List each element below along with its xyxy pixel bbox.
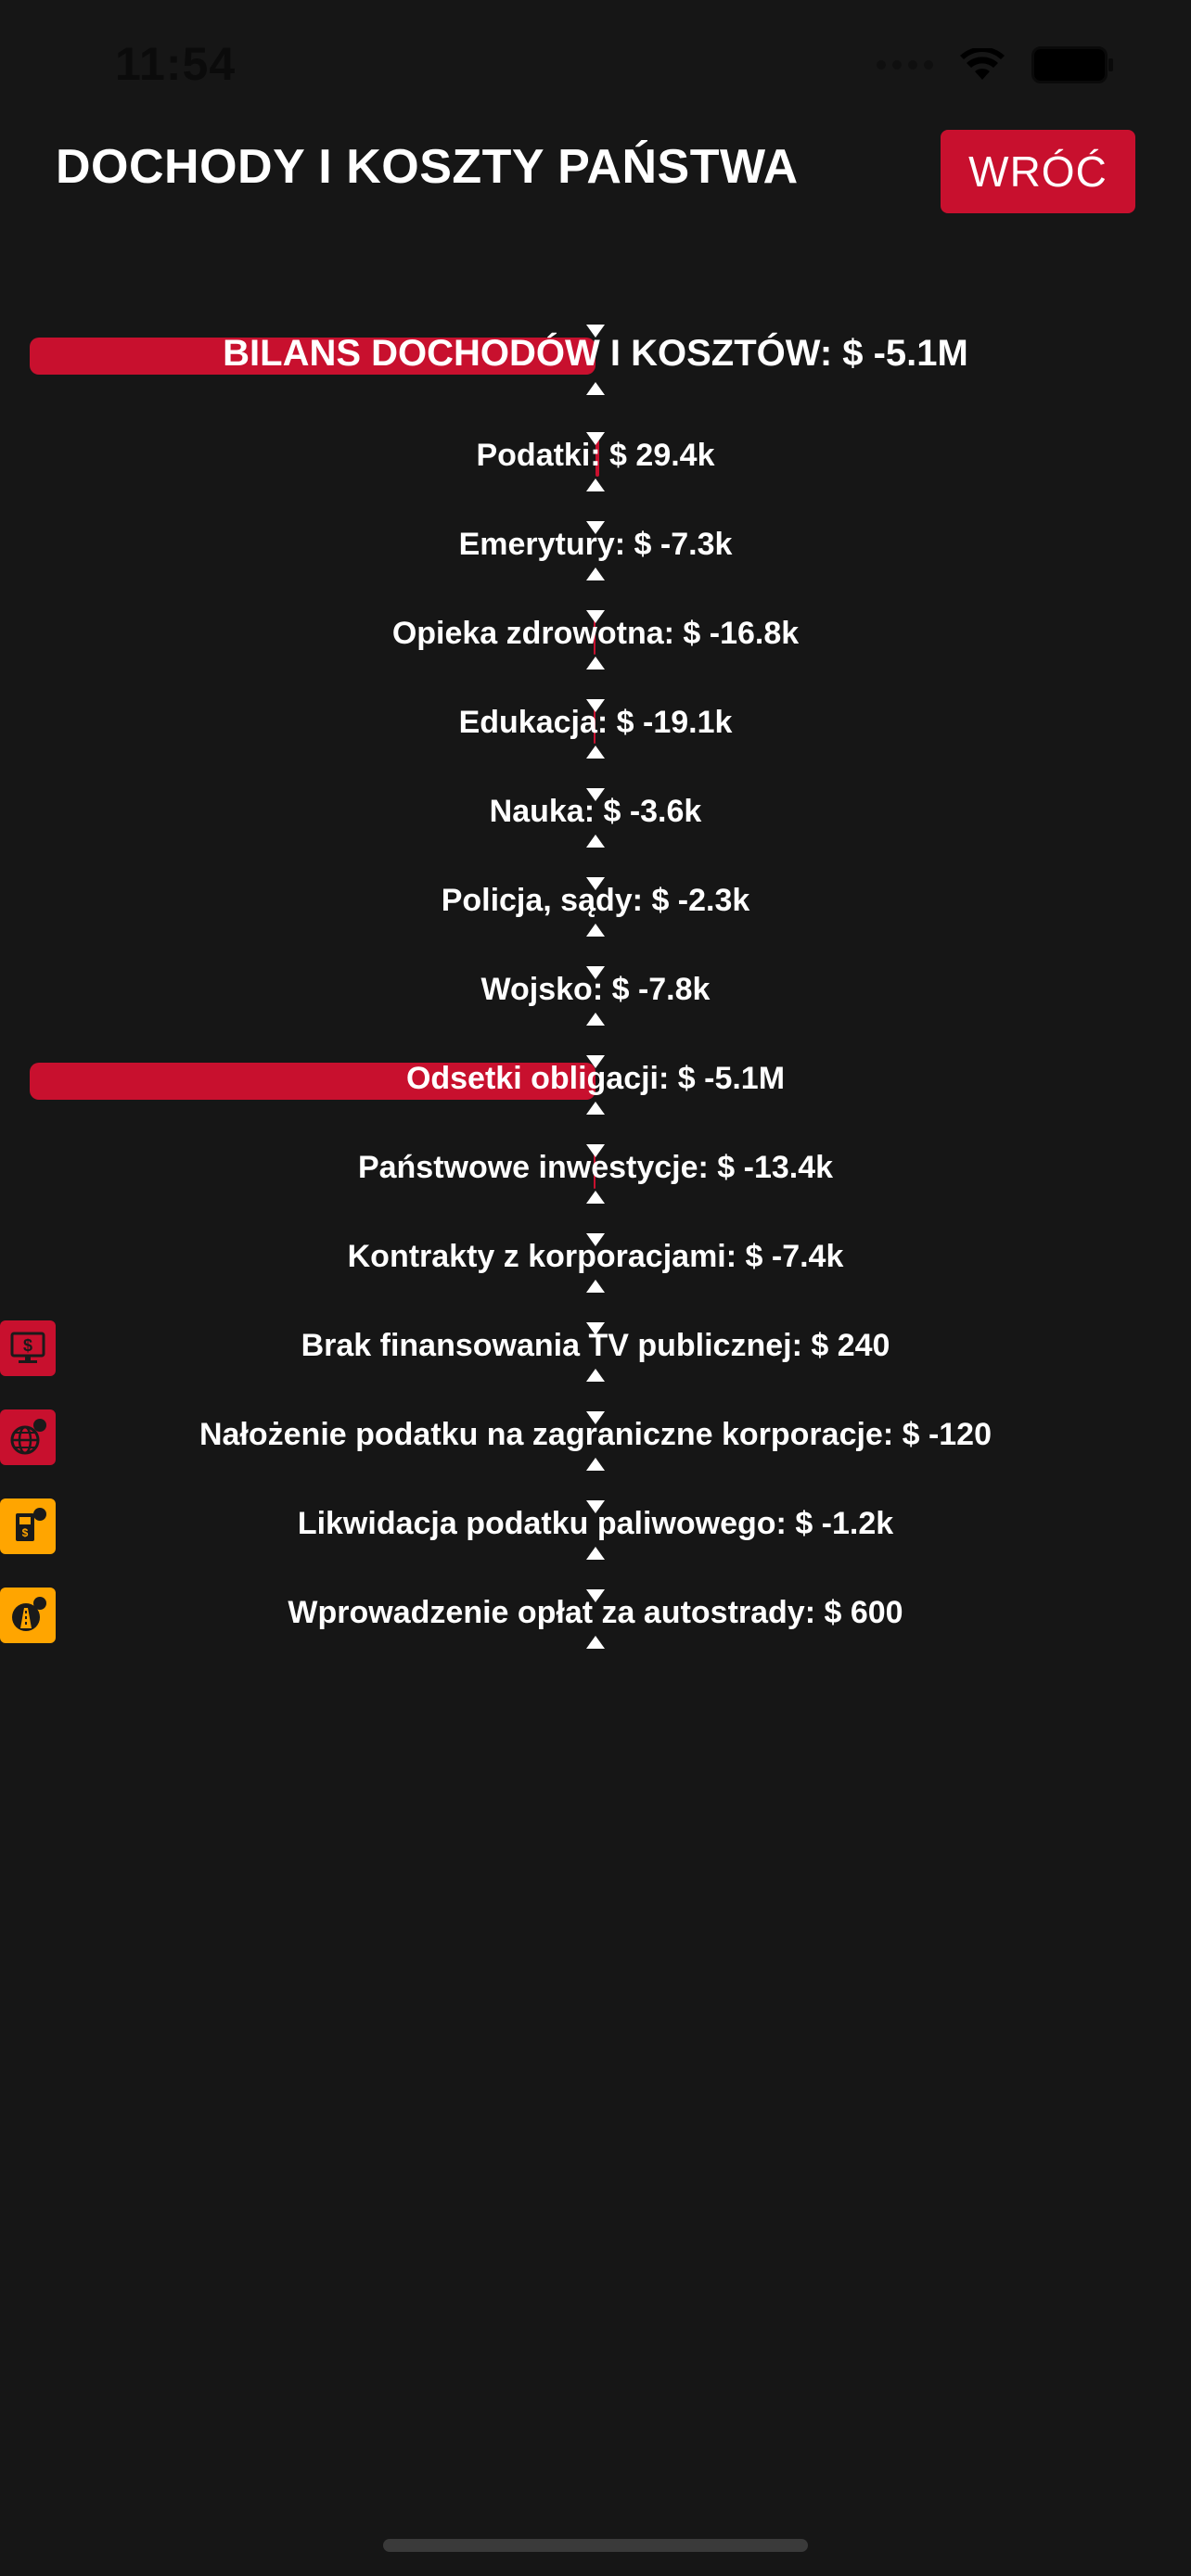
budget-row-label: Opieka zdrowotna: $ -16.8k (391, 616, 800, 651)
back-button[interactable]: WRÓĆ (941, 130, 1135, 213)
budget-row-label: Likwidacja podatku paliwowego: $ -1.2k (297, 1506, 894, 1541)
budget-row-label: Nałożenie podatku na zagraniczne korporacje: $ -120 (198, 1417, 992, 1452)
axis-marker-bottom (586, 835, 605, 848)
budget-row-label: Edukacja: $ -19.1k (458, 705, 733, 740)
axis-marker-bottom (586, 1280, 605, 1293)
budget-row-label: Wojsko: $ -7.8k (480, 972, 711, 1007)
axis-marker-bottom (586, 1547, 605, 1560)
globe-tax-icon[interactable] (0, 1409, 56, 1465)
total-balance-label: BILANS DOCHODÓW I KOSZTÓW: $ -5.1M (223, 333, 968, 374)
axis-marker-bottom (586, 657, 605, 670)
axis-marker-bottom (586, 1369, 605, 1382)
axis-marker-bottom (586, 924, 605, 937)
budget-row-label: Wprowadzenie opłat za autostrady: $ 600 (288, 1595, 903, 1630)
svg-text:$: $ (21, 1526, 29, 1539)
budget-row-label: Odsetki obligacji: $ -5.1M (405, 1061, 786, 1096)
wifi-icon (959, 48, 1005, 82)
highway-toll-icon[interactable] (0, 1588, 56, 1643)
axis-marker-bottom (586, 478, 605, 491)
axis-marker-bottom (586, 1458, 605, 1471)
budget-row-label: Podatki: $ 29.4k (476, 438, 715, 473)
axis-marker-bottom (586, 382, 605, 395)
axis-marker-bottom (586, 1013, 605, 1026)
cellular-signal-icon (877, 60, 933, 70)
axis-marker-bottom (586, 567, 605, 580)
battery-icon (1031, 46, 1108, 83)
budget-row-label: Nauka: $ -3.6k (489, 794, 702, 829)
home-indicator (383, 2539, 808, 2552)
budget-row-label: Emerytury: $ -7.3k (458, 527, 733, 562)
status-icons (877, 46, 1108, 83)
budget-row-label: Policja, sądy: $ -2.3k (441, 883, 750, 918)
axis-marker-bottom (586, 1636, 605, 1649)
status-bar (0, 0, 1191, 130)
axis-marker-bottom (586, 746, 605, 759)
budget-row-label: Kontrakty z korporacjami: $ -7.4k (347, 1239, 844, 1274)
axis-marker-bottom (586, 1191, 605, 1204)
budget-row-label: Brak finansowania TV publicznej: $ 240 (301, 1328, 890, 1363)
svg-text:$: $ (22, 1336, 33, 1355)
status-time: 11:54 (115, 38, 237, 90)
budget-row-label: Państwowe inwestycje: $ -13.4k (357, 1150, 834, 1185)
axis-marker-bottom (586, 1102, 605, 1115)
tv-money-icon[interactable] (0, 1320, 56, 1376)
fuel-pump-icon[interactable] (0, 1498, 56, 1554)
page-title: DOCHODY I KOSZTY PAŃSTWA (56, 140, 799, 194)
